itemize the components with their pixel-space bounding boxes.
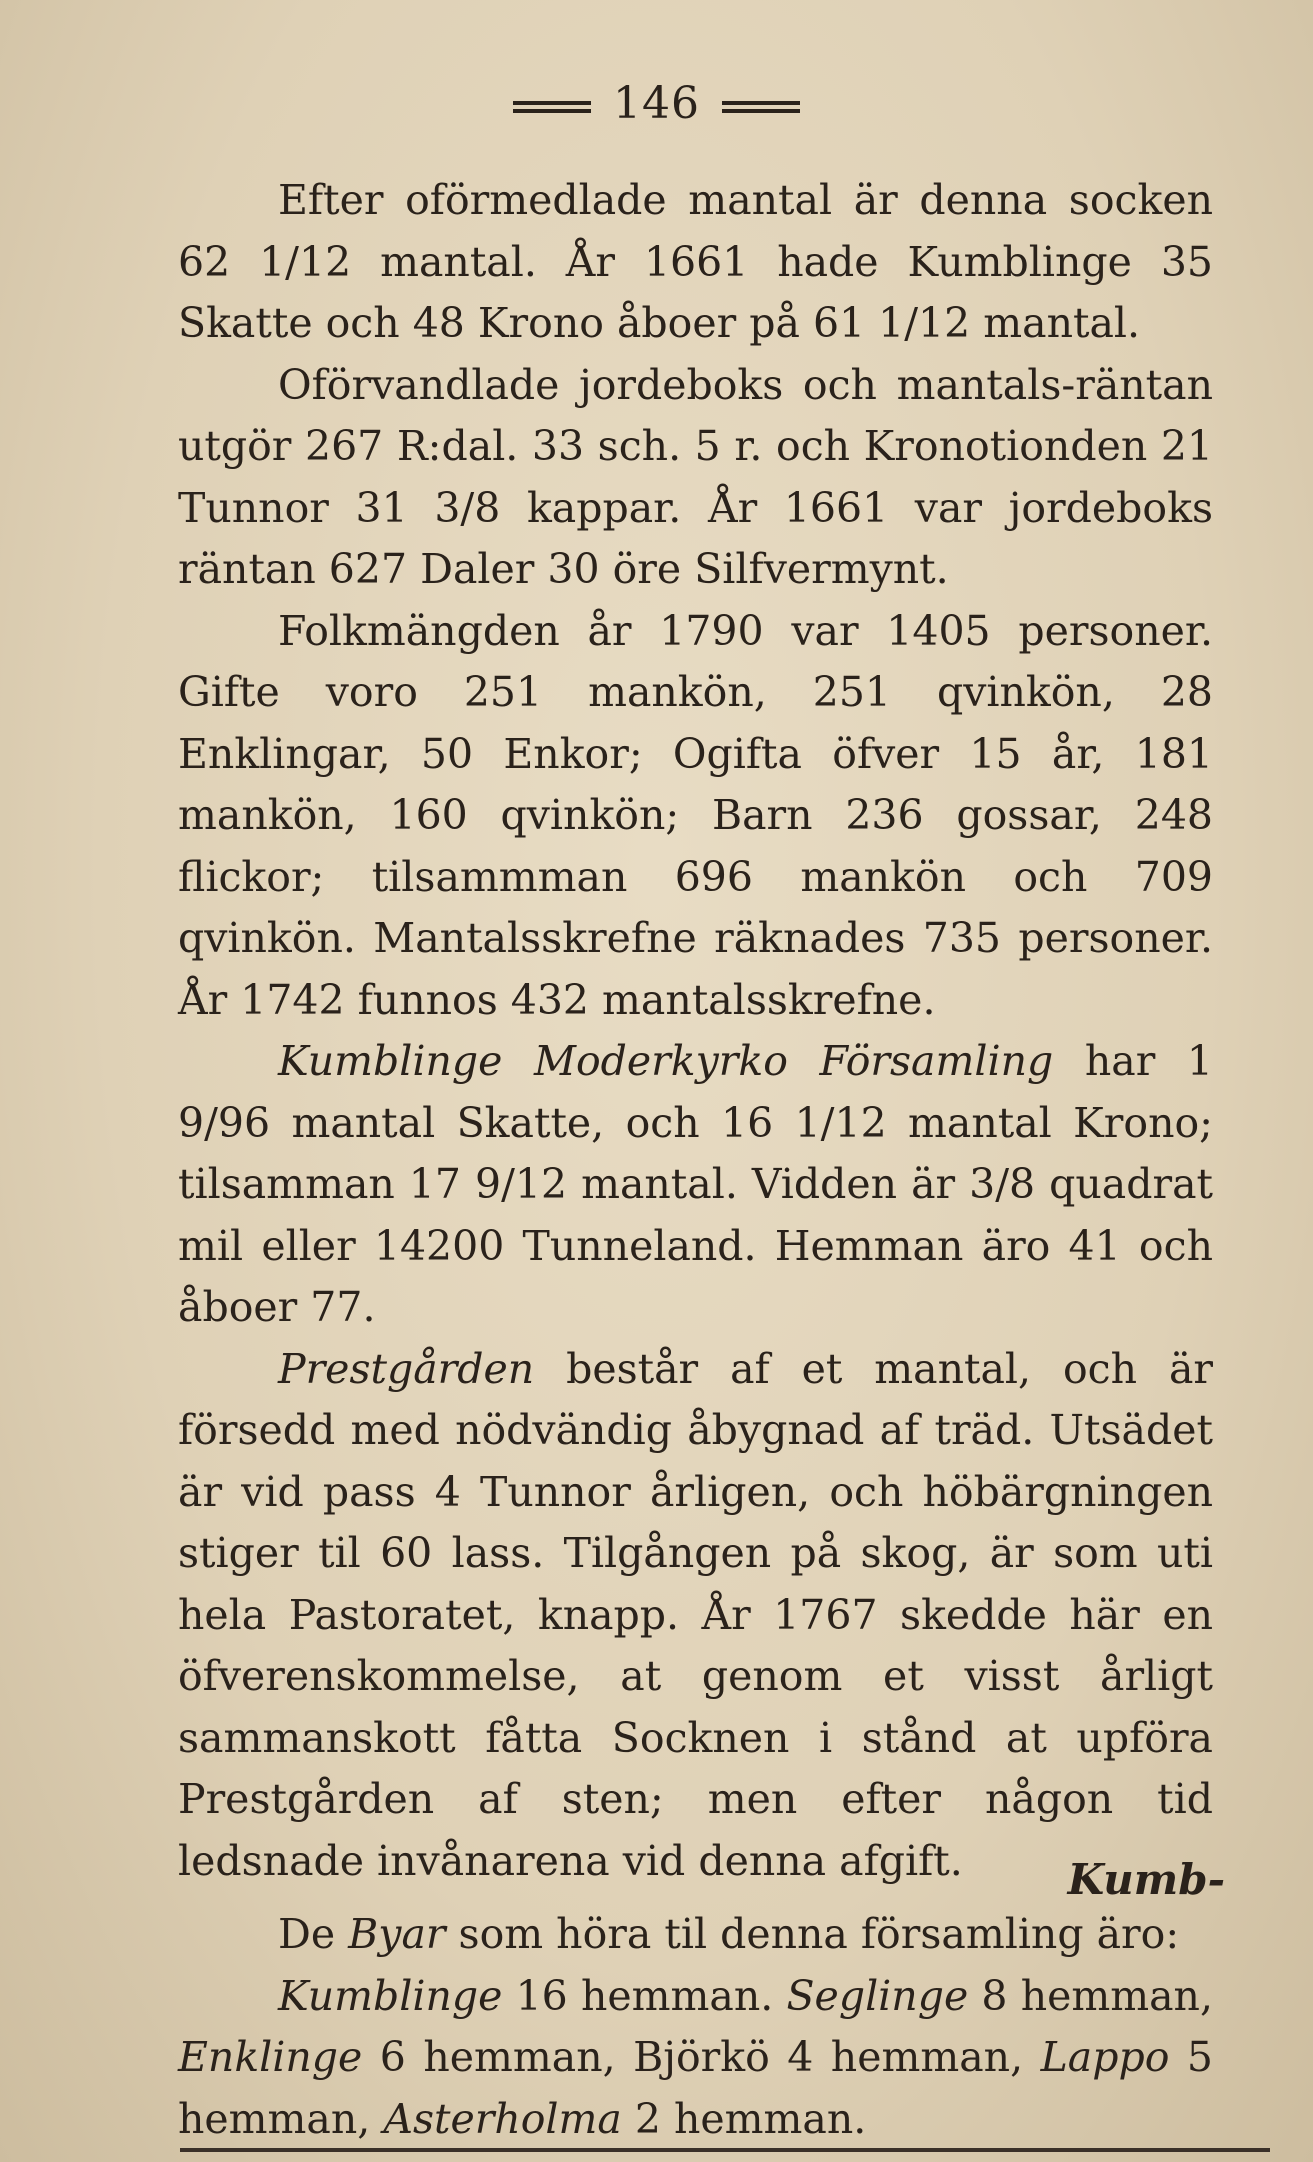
text-prestgarden: består af et mantal, och är försedd med nödvändig åbygnad af träd. Utsädet är vid pass 4 Tunnor årligen, och höbärgningen stiger til 60 lass. Tilgången på skog, är som uti hela Pastoratet, knapp. År 1767 skedde här en öfverenskommelse, at genom et visst årligt sammanskott fåtta Socknen i stånd at upföra Prestgården af sten; men efter någon tid ledsnade invånarena vid denna afgift. — [178, 1344, 1213, 1885]
paragraph-rantan: Oförvandlade jordeboks och mantals-räntan utgör 267 R:dal. 33 sch. 5 r. och Kronotionden 21 Tunnor 31 3/8 kappar. År 1661 var jordeboks räntan 627 Daler 30 öre Silfvermynt. — [178, 360, 1213, 593]
village-enklinge: Enklinge — [178, 2033, 363, 2081]
village-text-4: 5 hemman, — [178, 2033, 1213, 2143]
paragraph-byar — [178, 1904, 1213, 1966]
paragraph-villages — [178, 1966, 1213, 2151]
heading-moderkyrko: Kumblinge Moderkyrko Församling — [278, 1037, 1054, 1085]
village-seglinge: Seglinge — [786, 1971, 969, 2020]
paragraph-prestgarden — [178, 1339, 1213, 1893]
paragraph-folkmangd: Folkmängden år 1790 var 1405 personer. Gifte voro 251 mankön, 251 qvinkön, 28 Enklingar, 50 Enkor; Ogifta öfver 15 år, 181 mankön, 160 qvinkön; Barn 236 gossar, 248 flickor; tilsammman 696 mankön och 709 qvinkön. Mantalsskrefne räknades 735 personer. År 1742 funnos 432 mantalsskrefne. — [178, 606, 1213, 1024]
village-text-1: 16 hemman. — [502, 1971, 787, 2020]
village-text-3: 6 hemman, Björkö 4 hemman, — [362, 2033, 1041, 2081]
village-text-2: 8 hemman, — [968, 1971, 1213, 2020]
text-byar: som höra til denna församling äro: — [445, 1910, 1180, 1958]
heading-byar: Byar — [348, 1910, 446, 1958]
page-number: 146 — [613, 78, 700, 129]
body-text — [178, 170, 1213, 2150]
paragraph-mantal: Efter oförmedlade mantal är denna socken 62 1/12 mantal. År 1661 hade Kumblinge 35 Skatte och 48 Krono åboer på 61 1/12 mantal. — [178, 176, 1213, 347]
paragraph-moderkyrko — [178, 1031, 1213, 1339]
ornament-rule-left — [513, 101, 591, 113]
text-moderkyrko: har 1 9/96 mantal Skatte, och 16 1/12 mantal Krono; tilsamman 17 9/12 mantal. Vidden är 3/8 quadrat mil eller 14200 Tunneland. Hemman äro 41 och åboer 77. — [178, 1037, 1213, 1331]
village-text-5: 2 hemman. — [621, 2094, 867, 2143]
village-asterholma: Asterholma — [383, 2094, 622, 2143]
page-header — [0, 78, 1313, 129]
bottom-rule — [180, 2148, 1270, 2152]
ornament-rule-right — [722, 101, 800, 113]
heading-prestgarden: Prestgården — [278, 1344, 535, 1393]
village-kumblinge: Kumblinge — [278, 1971, 503, 2020]
catchword: Kumb- — [1067, 1855, 1225, 1904]
village-lappo: Lappo — [1040, 2033, 1170, 2081]
text-byar-pre: De — [278, 1910, 349, 1958]
